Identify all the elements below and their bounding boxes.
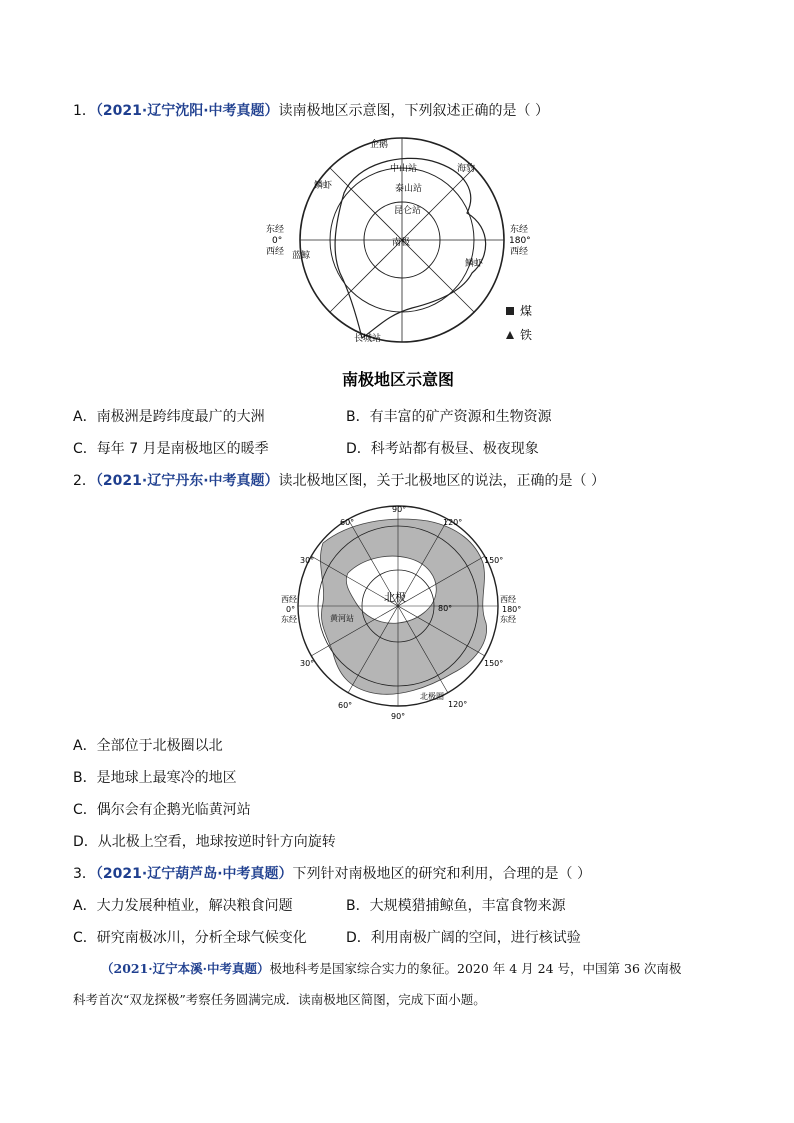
coal-legend-label: 煤 — [520, 304, 533, 318]
iron-legend-label: 铁 — [520, 328, 533, 342]
question-text: 读北极地区图，关于北极地区的说法，正确的是（ ） — [278, 473, 605, 489]
q1-option-b[interactable]: B．有丰富的矿产资源和生物资源 — [346, 409, 552, 425]
question-text: 读南极地区示意图，下列叙述正确的是（ ） — [278, 103, 549, 119]
q3-option-b[interactable]: B．大规模猎捕鲸鱼，丰富食物来源 — [346, 898, 566, 914]
whale-label: 蓝鲸 — [292, 251, 311, 261]
question-3-stem — [73, 864, 591, 884]
q2-option-a[interactable]: A．全部位于北极圈以北 — [73, 738, 223, 754]
question-1-stem — [73, 101, 549, 121]
q3-option-d[interactable]: D．利用南极广阔的空间，进行核试验 — [346, 930, 581, 946]
lon-side-30a: 30° — [300, 556, 315, 565]
lon-top-120: 120° — [443, 518, 463, 527]
q1-option-d[interactable]: D．科考站都有极昼、极夜现象 — [346, 441, 539, 457]
question-number: 1． — [73, 103, 96, 119]
zhongshan-station-label: 中山站 — [390, 164, 418, 174]
question-source: （2021·辽宁沈阳·中考真题） — [95, 103, 279, 119]
question-number: 2． — [73, 473, 96, 489]
lon-bottom-90: 90° — [391, 712, 406, 721]
antarctic-map — [262, 133, 552, 398]
question-text: 下列针对南极地区的研究和利用，合理的是（ ） — [292, 866, 591, 882]
lon-top-60: 60° — [340, 518, 355, 527]
q3-option-a[interactable]: A．大力发展种植业，解决粮食问题 — [73, 898, 293, 914]
right-lon-2: 180° — [509, 236, 531, 246]
iron-legend-icon — [506, 331, 514, 339]
huanghe-station-label: 黄河站 — [330, 614, 354, 623]
krill-right-label: 鳞虾 — [465, 259, 484, 269]
penguin-label: 企鹅 — [370, 140, 389, 150]
right-lon-3: 西经 — [510, 247, 529, 257]
lat-80-label: 80° — [438, 604, 453, 613]
map-caption: 南极地区示意图 — [342, 370, 455, 389]
passage-source: （2021·辽宁本溪·中考真题） — [101, 961, 270, 976]
right-lon-3: 东经 — [500, 615, 516, 624]
passage-text: 极地科考是国家综合实力的象征。2020 年 4 月 24 号，中国第 36 次南极 — [269, 961, 682, 976]
map-center-label: 北极 — [384, 591, 406, 604]
q2-option-d[interactable]: D．从北极上空看，地球按逆时针方向旋转 — [73, 834, 336, 850]
left-lon-2: 0° — [286, 605, 296, 614]
coal-legend-icon — [506, 307, 514, 315]
left-lon-3: 西经 — [266, 247, 285, 257]
right-lon-1: 东经 — [510, 225, 529, 235]
seal-label: 海豹 — [457, 164, 476, 174]
lon-bottom-60: 60° — [338, 701, 353, 710]
q1-option-a[interactable]: A．南极洲是跨纬度最广的大洲 — [73, 409, 265, 425]
right-lon-1: 西经 — [500, 595, 516, 604]
lon-top-90: 90° — [392, 505, 407, 514]
map-center-label: 南极 — [392, 238, 411, 248]
q3-option-c[interactable]: C．研究南极冰川，分析全球气候变化 — [73, 930, 307, 946]
question-2-stem — [73, 471, 605, 491]
lon-bottom-120: 120° — [448, 700, 468, 709]
left-lon-3: 东经 — [281, 615, 297, 624]
lon-side-150b: 150° — [484, 659, 504, 668]
right-lon-2: 180° — [502, 605, 522, 614]
kunlun-station-label: 昆仑站 — [394, 206, 422, 216]
passage-line-2: 科考首次“双龙探极”考察任务圆满完成．读南极地区简图，完成下面小题。 — [73, 992, 486, 1007]
passage-line-1 — [101, 959, 681, 979]
question-number: 3． — [73, 866, 96, 882]
arctic-circle-label: 北极圈 — [420, 692, 444, 701]
lon-side-30b: 30° — [300, 659, 315, 668]
lon-side-150a: 150° — [484, 556, 504, 565]
question-source: （2021·辽宁葫芦岛·中考真题） — [95, 866, 293, 882]
left-lon-1: 西经 — [281, 595, 297, 604]
q2-option-c[interactable]: C．偶尔会有企鹅光临黄河站 — [73, 802, 251, 818]
q2-option-b[interactable]: B．是地球上最寒冷的地区 — [73, 770, 237, 786]
left-lon-2: 0° — [272, 236, 283, 246]
left-lon-1: 东经 — [266, 225, 285, 235]
great-wall-station-label: 长城站 — [354, 334, 382, 344]
arctic-map — [278, 503, 528, 728]
question-source: （2021·辽宁丹东·中考真题） — [95, 473, 279, 489]
taishan-station-label: 泰山站 — [395, 184, 423, 194]
q1-option-c[interactable]: C．每年 7 月是南极地区的暖季 — [73, 441, 269, 457]
krill-left-label: 鳞虾 — [314, 181, 333, 191]
